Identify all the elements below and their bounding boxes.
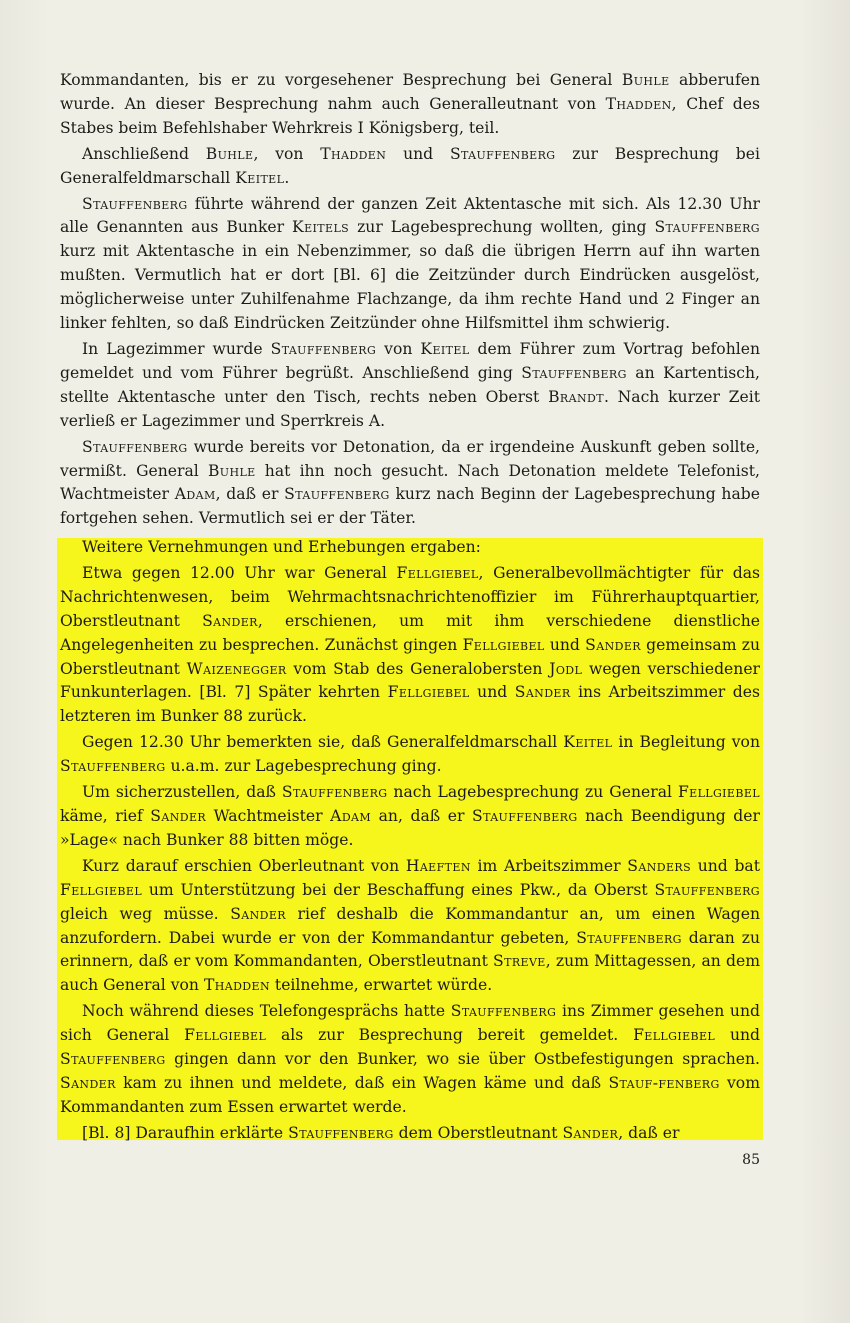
name-small-caps: Adam: [330, 806, 372, 825]
name-small-caps: Stauffenberg: [60, 1050, 166, 1069]
name-small-caps: Keitel: [235, 168, 285, 187]
text-run: an, daß er: [371, 806, 472, 825]
highlighted-paragraph: [60, 1122, 760, 1146]
text-run: Kommandanten, bis er zu vorgesehener Besprechung bei General: [60, 71, 622, 89]
text-run: in Begleitung von: [612, 733, 760, 752]
text-run: , zum Mittagessen, an dem auch General von: [60, 952, 760, 995]
text-run: kurz nach Beginn der Lagebesprechung habe fortgehen sehen. Vermutlich sei er der Täter.: [60, 485, 760, 528]
text-run: wurde bereits vor Detonation, da er irgendeine Auskunft geben sollte, vermißt. General: [60, 437, 760, 480]
text-run: , von: [253, 144, 321, 163]
highlighted-paragraph: [60, 1000, 760, 1120]
name-small-caps: Waizenegger: [186, 659, 287, 678]
name-small-caps: Thadden: [320, 144, 387, 163]
name-small-caps: Fellgiebel: [387, 683, 470, 702]
text-run: , Generalbevollmächtigter für das Nachrichtenwesen, beim Wehrmachtsnachrichtenoffizier im Führerhauptquartier, Oberstleutnant: [60, 563, 761, 630]
text-run: , daß er: [215, 485, 285, 504]
name-small-caps: Sander: [150, 806, 207, 825]
text-run: und: [715, 1026, 761, 1045]
name-small-caps: Stauffenberg: [576, 928, 682, 947]
name-small-caps: Fellgiebel: [677, 783, 760, 802]
text-run: rief deshalb die Kommandantur an, um einen Wagen anzufordern. Dabei wurde er von der Kommandantur gebeten,: [60, 904, 761, 947]
name-small-caps: Stauffenberg: [270, 339, 377, 358]
text-run: führte während der ganzen Zeit Aktentasche mit sich. Als 12.30 Uhr alle Genannten aus Bunker: [60, 194, 760, 237]
text-run: [Bl. 8] Daraufhin erklärte: [82, 1123, 289, 1142]
name-small-caps: Sanders: [627, 856, 692, 875]
name-small-caps: Jodl: [549, 659, 583, 678]
text-run: um Unterstützung bei der Beschaffung eines Pkw., da Oberst: [142, 880, 655, 899]
name-small-caps: Haeften: [405, 856, 471, 875]
text-run: kurz mit Aktentasche in ein Nebenzimmer, so daß die übrigen Herrn auf ihn warten mußten. Vermutlich hat er dort [Bl. 6] die Zeitzünder durch Eindrücken ausgelöst, möglicherweise unter Zuhilfenahme Flachzange, da ihm rechte Hand und 2 Finger an linker fehlten, so daß Eindrücken Zeitzünder ohne Hilfsmittel ihm schwierig.: [60, 242, 760, 333]
name-small-caps: Buhle: [621, 71, 670, 89]
page-number: 85: [742, 1152, 760, 1168]
name-small-caps: Sander: [230, 904, 286, 923]
name-small-caps: Stauffenberg: [60, 757, 166, 776]
name-small-caps: Fellgiebel: [633, 1026, 716, 1045]
text-run: von: [376, 339, 421, 358]
text-run: dem Oberstleutnant: [393, 1123, 563, 1142]
name-small-caps: Fellgiebel: [462, 635, 545, 654]
highlighted-paragraph: [60, 536, 760, 560]
text-run: teilnehme, erwartet würde.: [269, 976, 493, 995]
text-run: .: [284, 168, 290, 187]
name-small-caps: Keitel: [420, 339, 470, 358]
text-run: u.a.m. zur Lagebesprechung ging.: [165, 757, 442, 776]
text-run: Kurz darauf erschien Oberleutnant von: [82, 856, 406, 875]
text-run: gleich weg müsse.: [60, 904, 231, 923]
text-run: Noch während dieses Telefongesprächs hatte: [82, 1002, 451, 1021]
name-small-caps: Sander: [60, 1073, 116, 1092]
paragraph: [60, 193, 760, 336]
name-small-caps: Fellgiebel: [60, 880, 143, 899]
text-run: abberufen wurde. An dieser Besprechung nahm auch Generalleutnant von: [60, 71, 760, 113]
name-small-caps: Keitel: [563, 733, 613, 752]
text-run: und: [544, 635, 586, 654]
name-small-caps: Stauffenberg: [449, 144, 556, 163]
text-run: gingen dann vor den Bunker, wo sie über Ostbefestigungen sprachen.: [165, 1050, 760, 1069]
paragraph: [60, 338, 760, 434]
text-run: kam zu ihnen und meldete, daß ein Wagen käme und daß: [115, 1073, 609, 1092]
name-small-caps: Sander: [514, 683, 571, 702]
highlighted-paragraph: [60, 562, 760, 729]
paragraph: [60, 143, 760, 191]
name-small-caps: Stauffenberg: [284, 485, 390, 504]
name-small-caps: Buhle: [205, 144, 254, 163]
text-run: an Kartentisch, stellte Aktentasche unter den Tisch, rechts neben Oberst: [60, 363, 760, 406]
text-run: nach Beendigung der »Lage« nach Bunker 88 bitten möge.: [60, 806, 760, 849]
name-small-caps: Stauffenberg: [82, 194, 188, 213]
text-run: daran zu erinnern, daß er vom Kommandanten, Oberstleutnant: [60, 928, 760, 971]
name-small-caps: Stauf-fenberg: [608, 1073, 720, 1092]
text-run: im Arbeitszimmer: [470, 856, 628, 875]
text-column-highlighted: [60, 536, 760, 1148]
text-column-top: [60, 69, 760, 533]
name-small-caps: Thadden: [203, 976, 270, 995]
name-small-caps: Buhle: [207, 461, 256, 480]
highlighted-paragraph: [60, 781, 760, 853]
text-run: wegen verschiedener Funkunterlagen. [Bl. 7] Später kehrten: [60, 659, 761, 702]
name-small-caps: Sander: [585, 635, 641, 654]
name-small-caps: Stauffenberg: [521, 363, 627, 382]
text-run: . Nach kurzer Zeit verließ er Lagezimmer und Sperrkreis A.: [60, 387, 760, 430]
name-small-caps: Stauffenberg: [82, 437, 188, 456]
text-run: Um sicherzustellen, daß: [82, 783, 282, 802]
text-run: hat ihn noch gesucht. Nach Detonation meldete Telefonist, Wachtmeister: [60, 461, 761, 504]
text-run: Wachtmeister: [206, 806, 331, 825]
text-run: Etwa gegen 12.00 Uhr war General: [82, 563, 397, 582]
name-small-caps: Fellgiebel: [396, 563, 479, 582]
name-small-caps: Streve: [493, 952, 546, 971]
text-run: Gegen 12.30 Uhr bemerkten sie, daß Generalfeldmarschall: [82, 733, 564, 752]
text-run: und: [386, 144, 450, 163]
text-run: , erschienen, um mit ihm verschiedene dienstliche Angelegenheiten zu besprechen. Zunächst gingen: [60, 611, 760, 654]
text-run: und: [469, 683, 515, 702]
name-small-caps: Thadden: [605, 94, 672, 113]
name-small-caps: Brandt: [548, 387, 604, 406]
paragraph: [60, 69, 760, 141]
paragraph: [60, 436, 760, 532]
name-small-caps: Sander: [562, 1123, 619, 1142]
name-small-caps: Stauffenberg: [281, 783, 388, 802]
highlighted-paragraph: [60, 855, 760, 998]
highlighted-paragraph: [60, 731, 760, 779]
text-run: Anschließend: [82, 144, 206, 163]
text-run: ins Arbeitszimmer des letzteren im Bunker 88 zurück.: [60, 683, 760, 726]
text-run: als zur Besprechung bereit gemeldet.: [266, 1026, 634, 1045]
text-run: käme, rief: [60, 806, 151, 825]
text-run: nach Lagebesprechung zu General: [387, 783, 678, 802]
name-small-caps: Stauffenberg: [288, 1123, 394, 1142]
name-small-caps: Stauffenberg: [654, 880, 760, 899]
name-small-caps: Stauffenberg: [471, 806, 578, 825]
name-small-caps: Keitels: [292, 218, 350, 237]
text-run: zur Lagebesprechung wollten, ging: [349, 218, 655, 237]
text-run: und bat: [691, 856, 760, 875]
text-run: zur Besprechung bei Generalfeldmarschall: [60, 144, 760, 187]
name-small-caps: Adam: [174, 485, 216, 504]
text-run: vom Stab des Generalobersten: [286, 659, 550, 678]
name-small-caps: Stauffenberg: [450, 1002, 557, 1021]
text-run: vom Kommandanten zum Essen erwartet werde.: [60, 1073, 760, 1116]
text-run: , daß er: [618, 1123, 680, 1142]
text-run: Weitere Vernehmungen und Erhebungen ergaben:: [82, 538, 481, 556]
text-run: In Lagezimmer wurde: [82, 339, 271, 358]
name-small-caps: Stauffenberg: [654, 218, 760, 237]
text-run: ins Zimmer gesehen und sich General: [60, 1002, 760, 1045]
text-run: gemeinsam zu Oberstleutnant: [60, 635, 761, 678]
name-small-caps: Sander: [202, 611, 258, 630]
name-small-caps: Fellgiebel: [184, 1026, 267, 1045]
text-run: , Chef des Stabes beim Befehlshaber Wehrkreis I Königsberg, teil.: [60, 94, 761, 137]
text-run: dem Führer zum Vortrag befohlen gemeldet und vom Führer begrüßt. Anschließend ging: [60, 339, 761, 382]
